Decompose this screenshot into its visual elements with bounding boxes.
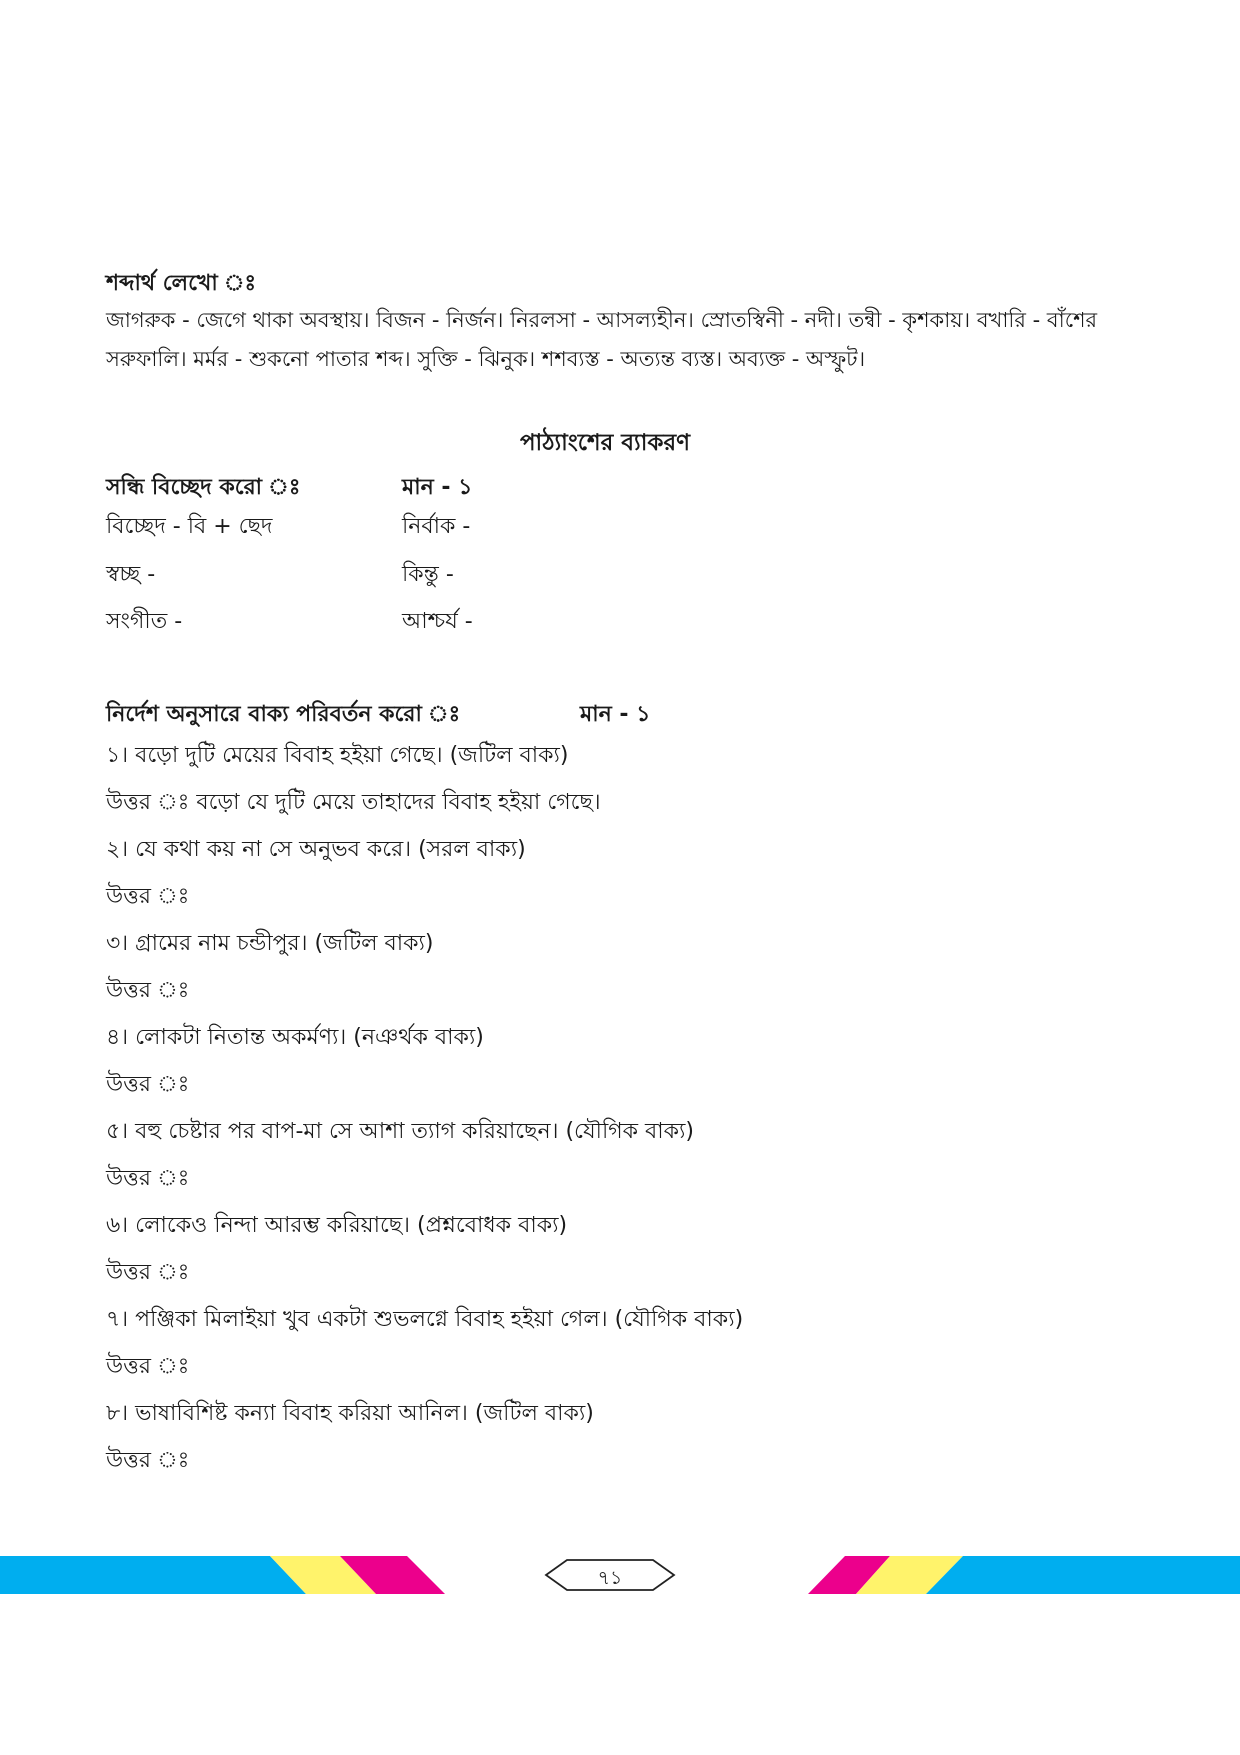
question-line: ২। যে কথা কয় না সে অনুভব করে। (সরল বাক্য) xyxy=(106,837,526,862)
answer-line: উত্তর ঃ xyxy=(106,884,190,909)
section-title: পাঠ্যাংশের ব্যাকরণ xyxy=(519,430,691,456)
sandhi-marks: মান - ১ xyxy=(402,475,473,500)
answer-line: উত্তর ঃ xyxy=(106,1260,190,1285)
answer-line: উত্তর ঃ xyxy=(106,1448,190,1473)
footer-band-cyan-left xyxy=(0,1556,306,1594)
answer-line: উত্তর ঃ xyxy=(106,978,190,1003)
answer-line: উত্তর ঃ বড়ো যে দুটি মেয়ে তাহাদের বিবাহ হইয়া গেছে। xyxy=(106,790,601,815)
vocabulary-heading: শব্দার্থ লেখো ঃ xyxy=(106,271,257,296)
question-line: ৬। লোকেও নিন্দা আরম্ভ করিয়াছে। (প্রশ্নবোধক বাক্য) xyxy=(106,1213,568,1238)
transform-marks: মান - ১ xyxy=(580,702,651,727)
answer-line: উত্তর ঃ xyxy=(106,1166,190,1191)
question-line: ৮। ভাষাবিশিষ্ট কন্যা বিবাহ করিয়া আনিল। (জটিল বাক্য) xyxy=(106,1401,594,1426)
sandhi-item: বিচ্ছেদ - বি + ছেদ xyxy=(106,514,273,539)
question-line: ৭। পঞ্জিকা মিলাইয়া খুব একটা শুভলগ্নে বিবাহ হইয়া গেল। (যৌগিক বাক্য) xyxy=(106,1307,744,1332)
answer-line: উত্তর ঃ xyxy=(106,1354,190,1379)
page-number: ৭১ xyxy=(597,1567,623,1589)
footer-band-cyan-right xyxy=(926,1556,1240,1594)
transform-heading: নির্দেশ অনুসারে বাক্য পরিবর্তন করো ঃ xyxy=(106,702,461,727)
answer-line: উত্তর ঃ xyxy=(106,1072,190,1097)
sandhi-item: নির্বাক - xyxy=(402,514,471,539)
sandhi-item: সংগীত - xyxy=(106,609,183,634)
sandhi-item: আশ্চর্য - xyxy=(402,609,473,634)
sandhi-item: কিন্তু - xyxy=(402,562,454,587)
question-line: ৩। গ্রামের নাম চন্ডীপুর। (জটিল বাক্য) xyxy=(106,931,434,956)
vocabulary-line-2: সরুফালি। মর্মর - শুকনো পাতার শব্দ। সুক্তি - ঝিনুক। শশব্যস্ত - অত্যন্ত ব্যস্ত। অব্যক্ত - অস্ফুট। xyxy=(106,347,866,371)
vocabulary-line-1: জাগরুক - জেগে থাকা অবস্থায়। বিজন - নির্জন। নিরলসা - আসল্যহীন। স্রোতস্বিনী - নদী। তন্বী - কৃশকায়। বখারি - বাঁশের xyxy=(106,308,1098,332)
sandhi-heading: সন্ধি বিচ্ছেদ করো ঃ xyxy=(106,475,301,500)
sandhi-item: স্বচ্ছ - xyxy=(106,562,156,587)
question-line: ৪। লোকটা নিতান্ত অকর্মণ্য। (নঞর্থক বাক্য) xyxy=(106,1025,484,1050)
question-line: ৫। বহু চেষ্টার পর বাপ-মা সে আশা ত্যাগ করিয়াছেন। (যৌগিক বাক্য) xyxy=(106,1119,695,1144)
question-line: ১। বড়ো দুটি মেয়ের বিবাহ হইয়া গেছে। (জটিল বাক্য) xyxy=(106,743,569,768)
